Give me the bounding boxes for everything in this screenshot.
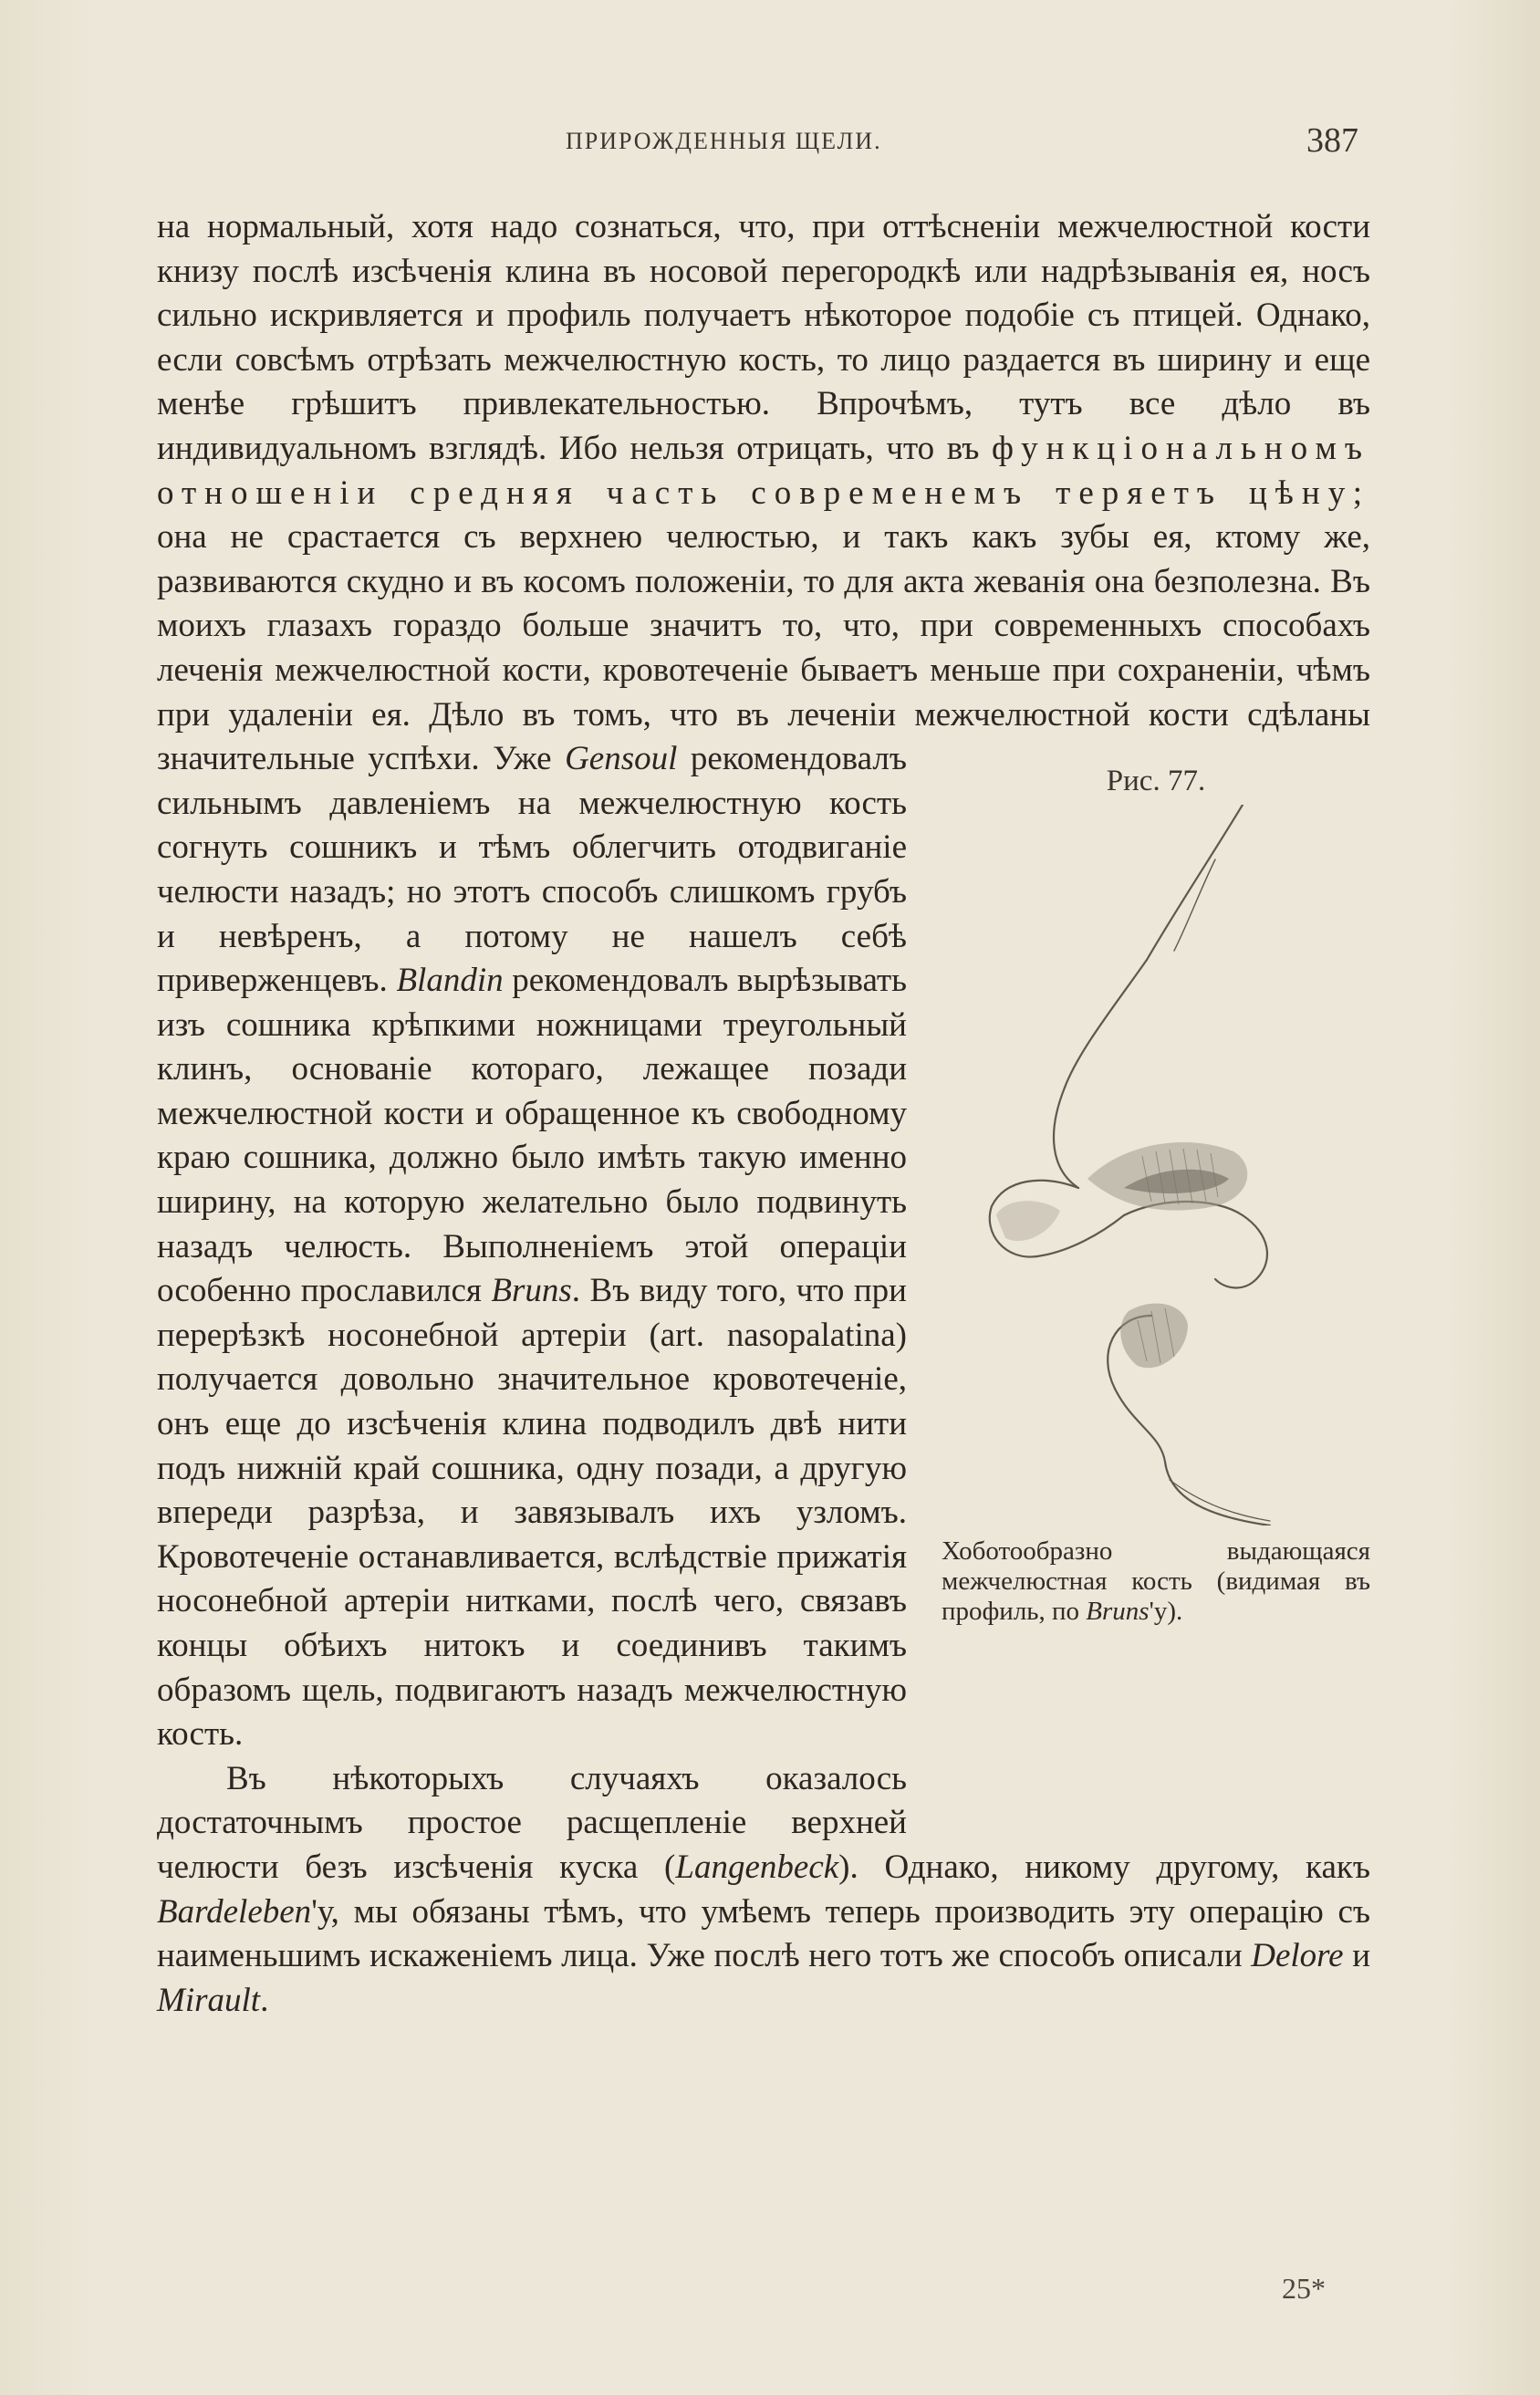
author-name: Mirault [157, 1981, 261, 2019]
nose-profile-illustration [942, 805, 1370, 1526]
text-run: . Въ виду того, что при перерѣзкѣ носонебной артеріи (art. nasopalatina) получается довольно значительное кровотеченіе, онъ еще до изсѣченія клина подводилъ двѣ нити подъ нижній край сошника, одну позади, а другую впереди разрѣза, и завязывалъ ихъ узломъ. Кровотеченіе останавливается, вслѣдствіе прижатія носонебной артеріи нитками, послѣ чего, связавъ концы обѣихъ нитокъ и соединивъ такимъ образомъ щель, подвигаютъ назадъ межчелюстную кость. [157, 1272, 907, 1754]
figure-caption [942, 1536, 1370, 1627]
caption-text: Хоботообразно выдающаяся межчелюстная кость (видимая въ профиль, по [942, 1536, 1370, 1627]
author-name: Delore [1251, 1937, 1344, 1975]
figure-77 [942, 741, 1370, 1808]
author-name: Langenbeck [675, 1848, 839, 1886]
text-run: ). Однако, никому другому, какъ [838, 1848, 1371, 1886]
caption-author-name: Bruns [1086, 1597, 1150, 1627]
spaced-text: функціональномъ отношеніи средняя часть современемъ теряетъ цѣну; [157, 429, 1370, 512]
figure-title: Рис. 77. [1106, 765, 1206, 798]
text-run: 'у, мы обязаны тѣмъ, что умѣемъ теперь производить эту операцію съ наименьшимъ искаженіемъ лица. Уже послѣ него тотъ же способъ описали [157, 1892, 1370, 1975]
text-run: рекомендовалъ сильнымъ давленіемъ на межчелюстную кость согнуть сошникъ и тѣмъ облегчить отодвиганіе челюсти назадъ; но этотъ способъ слишкомъ грубъ и невѣренъ, а потому не нашелъ себѣ приверженцевъ. [157, 740, 907, 1000]
author-name: Bruns [491, 1272, 572, 1310]
body-text [157, 205, 1370, 2023]
paragraph-1 [157, 205, 1370, 1757]
text-run: Въ нѣкоторыхъ случаяхъ оказалось достаточнымъ простое расщепленіе верхней челюсти безъ изсѣченія куска ( [157, 1759, 907, 1886]
text-run: она не срастается съ верхнею челюстью, и такъ какъ зубы ея, ктому же, развиваются скудно и въ косомъ положеніи, то для акта жеванія она безполезна. Въ моихъ глазахъ гораздо больше значитъ то, что, при современныхъ способахъ леченія межчелюстной кости, кровотеченіе бываетъ меньше при сохраненіи, чѣмъ при удаленіи ея. Дѣло въ томъ, что въ леченіи межчелюстной кости сдѣланы значительные успѣхи. Уже [157, 518, 1370, 778]
text-run: на нормальный, хотя надо сознаться, что, при оттѣсненіи межчелюстной кости книзу послѣ изсѣченія клина въ носовой перегородкѣ или надрѣзыванія ея, носъ сильно искривляется и профиль получаетъ нѣкоторое подобіе съ птицей. Однако, если совсѣмъ отрѣзать межчелюстную кость, то лицо раздается въ ширину и еще менѣе грѣшитъ привлекательностью. Впрочѣмъ, тутъ все дѣло въ индивидуальномъ взглядѣ. Ибо нельзя отрицать, что въ [157, 208, 1370, 467]
text-run: рекомендовалъ вырѣзывать изъ сошника крѣпкими ножницами треугольный клинъ, основаніе котораго, лежащее позади межчелюстной кости и обращенное къ свободному краю сошника, должно было имѣть такую именно ширину, на которую желательно было подвинуть назадъ челюсть. Выполненіемъ этой операціи особенно прославился [157, 962, 907, 1310]
page-number: 387 [1306, 121, 1358, 160]
author-name: Gensoul [565, 740, 678, 778]
signature-mark: 25* [1282, 2272, 1326, 2305]
text-run: и [1343, 1937, 1370, 1975]
text-run: . [260, 1981, 269, 2019]
running-head: ПРИРОЖДЕННЫЯ ЩЕЛИ. [566, 128, 882, 154]
author-name: Blandin [396, 962, 504, 1000]
author-name: Bardeleben [157, 1892, 312, 1931]
caption-text: 'у). [1149, 1597, 1183, 1627]
